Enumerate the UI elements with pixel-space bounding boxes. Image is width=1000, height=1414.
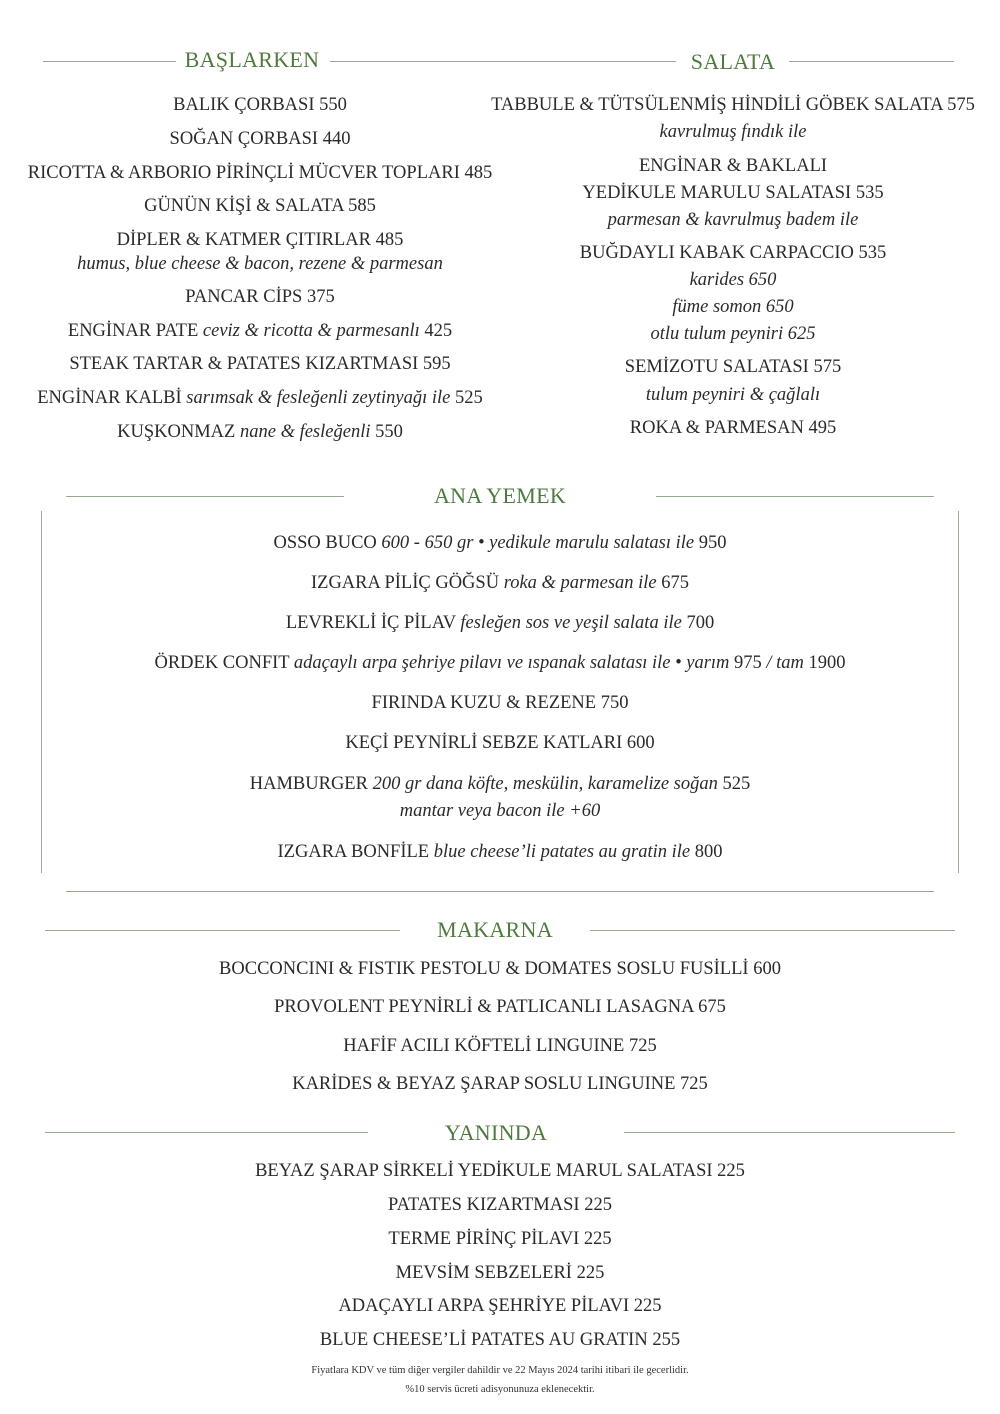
footer-service-note: %10 servis ücreti adisyonunuza eklenecektir. (405, 1384, 595, 1395)
menu-item: HAFİF ACILI KÖFTELİ LINGUINE 725 (343, 1036, 657, 1056)
menu-item-separator: / (766, 653, 772, 673)
menu-item-desc: 200 gr dana köfte, meskülin, karamelize soğan (372, 774, 718, 794)
salads-heading: SALATA (690, 49, 776, 74)
menu-item-name: IZGARA PİLİÇ GÖĞSÜ (310, 573, 500, 593)
menu-item-desc: tam (776, 653, 804, 673)
menu-item: KARİDES & BEYAZ ŞARAP SOSLU LINGUINE 725 (292, 1074, 708, 1094)
menu-item-desc: ceviz & ricotta & parmesanlı (202, 321, 420, 341)
menu-item-desc: nane & fesleğenli (239, 422, 371, 442)
pasta-rule-right (590, 930, 955, 931)
starters-rule-right (330, 61, 676, 62)
menu-item: TABBULE & TÜTSÜLENMİŞ HİNDİLİ GÖBEK SALATA 575 (491, 95, 975, 115)
mains-rule-bottom (66, 891, 934, 892)
menu-item-option: otlu tulum peyniri 625 (650, 324, 816, 344)
menu-item: PATATES KIZARTMASI 225 (388, 1195, 612, 1215)
menu-item (250, 773, 751, 795)
menu-item-name: KUŞKONMAZ (117, 422, 236, 442)
menu-item: DİPLER & KATMER ÇITIRLAR 485 (116, 230, 404, 250)
menu-item-note: parmesan & kavrulmuş badem ile (607, 210, 859, 230)
mains-rule-left (66, 496, 344, 497)
pasta-rule-left (45, 930, 400, 931)
menu-item (37, 387, 482, 409)
menu-item (154, 652, 845, 674)
menu-item (311, 572, 689, 594)
menu-item: BLUE CHEESE’Lİ PATATES AU GRATIN 255 (319, 1330, 681, 1350)
menu-item: KEÇİ PEYNİRLİ SEBZE KATLARI 600 (345, 733, 655, 753)
menu-item: SOĞAN ÇORBASI 440 (169, 129, 351, 149)
menu-item: ROKA & PARMESAN 495 (629, 418, 837, 438)
menu-item-price: 675 (661, 573, 690, 593)
footer-tax-note: Fiyatlara KDV ve tüm diğer vergiler dahildir ve 22 Mayıs 2024 tarihi itibari ile gecerlidir. (311, 1365, 689, 1376)
menu-item-name: HAMBURGER (249, 774, 368, 794)
menu-item-note: mantar veya bacon ile +60 (399, 801, 601, 821)
menu-item: PANCAR CİPS 375 (185, 287, 335, 307)
menu-item (273, 532, 726, 554)
sides-rule-right (624, 1132, 955, 1133)
mains-heading: ANA YEMEK (433, 483, 567, 508)
menu-item-price: 425 (424, 321, 453, 341)
menu-item: BUĞDAYLI KABAK CARPACCIO 535 (579, 243, 887, 263)
menu-item: ADAÇAYLI ARPA ŞEHRİYE PİLAVI 225 (338, 1296, 662, 1316)
menu-item-desc: roka & parmesan ile (503, 573, 657, 593)
sides-rule-left (45, 1132, 368, 1133)
menu-item-name: ENGİNAR PATE (67, 321, 199, 341)
menu-item-name: LEVREKLİ İÇ PİLAV (285, 613, 456, 633)
menu-item: BEYAZ ŞARAP SİRKELİ YEDİKULE MARUL SALATASI 225 (255, 1161, 745, 1181)
menu-item-name: ENGİNAR KALBİ (37, 388, 182, 408)
menu-item (68, 320, 452, 342)
menu-item-desc: fesleğen sos ve yeşil salata ile (460, 613, 682, 633)
menu-item (117, 421, 403, 443)
menu-item-price: 800 (694, 842, 723, 862)
mains-rule-right (656, 496, 934, 497)
menu-item: GÜNÜN KİŞİ & SALATA 585 (144, 196, 376, 216)
menu-item-desc: adaçaylı arpa şehriye pilavı ve ıspanak salatası ile • yarım (293, 653, 730, 673)
menu-item: YEDİKULE MARULU SALATASI 535 (582, 183, 884, 203)
menu-item-desc: 600 - 650 gr • yedikule marulu salatası ile (381, 533, 695, 553)
menu-item: RICOTTA & ARBORIO PİRİNÇLİ MÜCVER TOPLARI 485 (27, 163, 493, 183)
menu-item-option: füme somon 650 (672, 297, 794, 317)
menu-item-price: 700 (686, 613, 715, 633)
menu-item-desc: sarımsak & fesleğenli zeytinyağı ile (186, 388, 451, 408)
starters-heading: BAŞLARKEN (184, 47, 320, 72)
menu-item: STEAK TARTAR & PATATES KIZARTMASI 595 (69, 354, 451, 374)
menu-item: PROVOLENT PEYNİRLİ & PATLICANLI LASAGNA 675 (274, 997, 726, 1017)
menu-item: MEVSİM SEBZELERİ 225 (395, 1263, 605, 1283)
mains-frame-right (958, 511, 959, 873)
menu-item-price: 1900 (808, 653, 846, 673)
menu-item-name: ÖRDEK CONFIT (154, 653, 290, 673)
starters-rule-left (43, 61, 176, 62)
pasta-heading: MAKARNA (437, 917, 553, 942)
menu-item: ENGİNAR & BAKLALI (638, 156, 828, 176)
menu-item-name: OSSO BUCO (273, 533, 377, 553)
menu-item: BALIK ÇORBASI 550 (173, 95, 347, 115)
menu-item-price: 975 (734, 653, 762, 673)
menu-item: TERME PİRİNÇ PİLAVI 225 (388, 1229, 612, 1249)
menu-item-note: tulum peyniri & çağlalı (645, 385, 821, 405)
menu-item-note: kavrulmuş fındık ile (659, 122, 807, 142)
menu-item-price: 525 (454, 388, 483, 408)
menu-item-option: karides 650 (689, 270, 777, 290)
menu-item: BOCCONCINI & FISTIK PESTOLU & DOMATES SOSLU FUSİLLİ 600 (219, 959, 781, 979)
sides-heading: YANINDA (444, 1120, 548, 1145)
menu-item-name: IZGARA BONFİLE (277, 842, 430, 862)
menu-item-price: 950 (698, 533, 727, 553)
menu-item: SEMİZOTU SALATASI 575 (624, 357, 842, 377)
menu-item: FIRINDA KUZU & REZENE 750 (371, 693, 629, 713)
menu-item-note: humus, blue cheese & bacon, rezene & parmesan (77, 254, 443, 274)
menu-item-desc: blue cheese’li patates au gratin ile (433, 842, 691, 862)
menu-item-price: 525 (722, 774, 751, 794)
mains-frame-left (41, 511, 42, 873)
salads-rule-right (789, 61, 954, 62)
menu-item (278, 841, 723, 863)
menu-item (286, 612, 714, 634)
menu-item-price: 550 (375, 422, 403, 442)
